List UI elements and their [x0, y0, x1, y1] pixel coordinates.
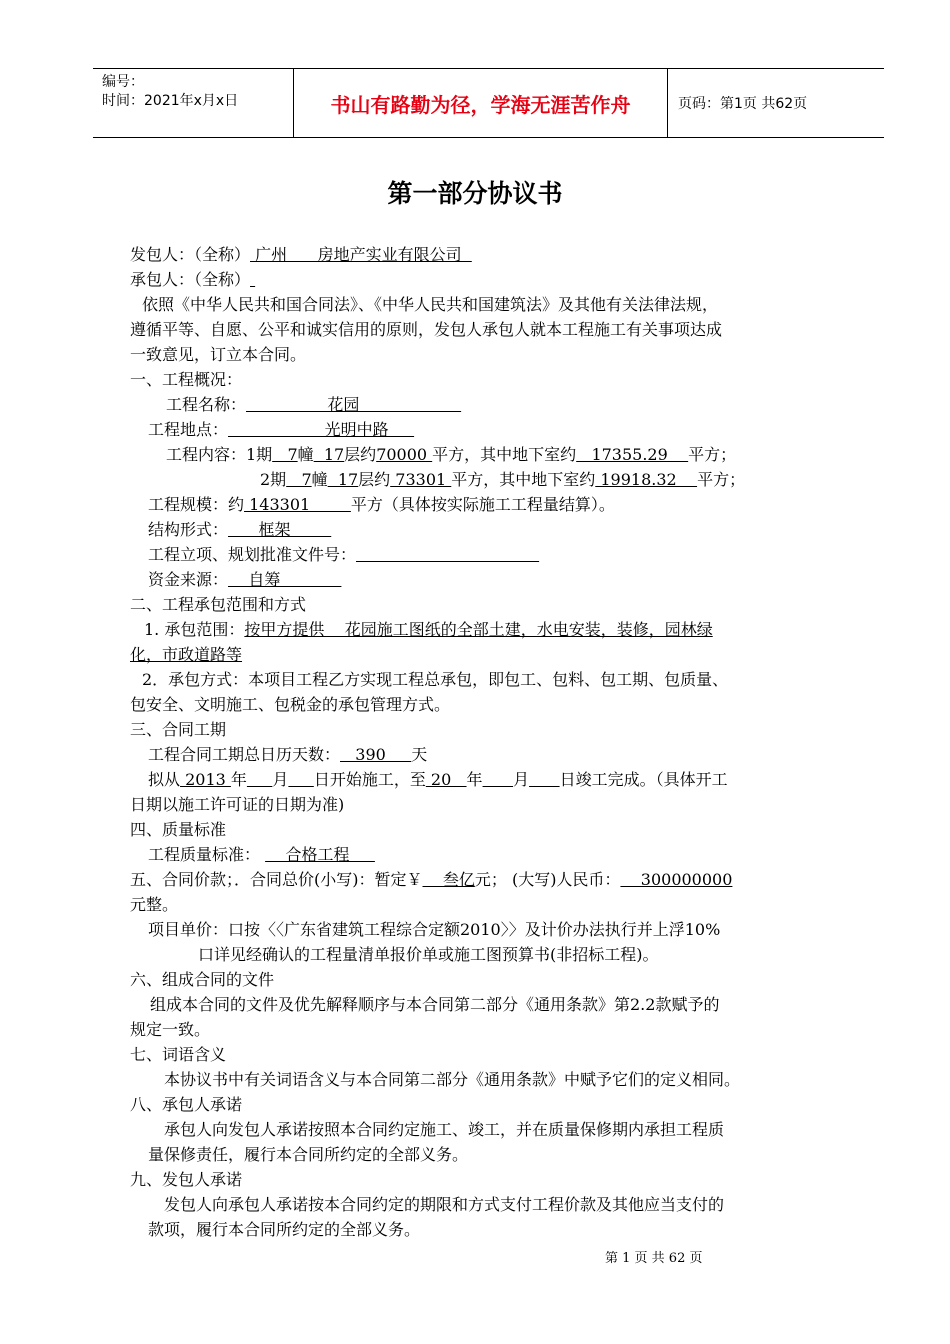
text-line: [130, 617, 850, 642]
text-segment: 一致意见，订立本合同。: [130, 345, 307, 364]
text-segment: 工程名称：: [166, 395, 247, 414]
text-line: [130, 892, 850, 917]
text-line: [130, 342, 850, 367]
text-line: [130, 417, 850, 442]
text-segment: 工程规模：约: [148, 495, 245, 514]
text-line: [130, 467, 850, 492]
text-segment: 月: [272, 770, 289, 789]
text-segment: 2．承包方式：本项目工程乙方实现工程总承包，即包工、包料、包工期、包质量、: [142, 670, 729, 689]
text-segment: 遵循平等、自愿、公平和诚实信用的原则，发包人承包人就本工程施工有关事项达成: [130, 320, 723, 339]
text-segment: 承包人向发包人承诺按照本合同约定施工、竣工，并在质量保修期内承担工程质: [164, 1120, 725, 1139]
text-segment: 项目单价：口按〈〈广东省建筑工程综合定额2010〉〉及计价办法执行并上浮10%: [148, 920, 721, 939]
text-line: [130, 1042, 850, 1067]
text-segment: 幢: [311, 470, 328, 489]
page-header-table: [93, 68, 884, 138]
text-segment: 拟从: [148, 770, 181, 789]
text-line: [130, 817, 850, 842]
text-segment: 工程质量标准：: [148, 845, 266, 864]
page-footer: 第 1 页 共 62 页: [605, 1251, 703, 1266]
text-segment: 承包人：（全称）: [130, 270, 251, 289]
text-line: [130, 842, 850, 867]
filled-field: [356, 545, 539, 564]
text-segment: 平方，其中地下室约: [451, 470, 596, 489]
filled-field: [483, 770, 514, 789]
text-segment: 2期: [260, 470, 287, 489]
text-line: [130, 1192, 850, 1217]
filled-field: 70000: [376, 445, 433, 464]
text-segment: 日开始施工，至: [313, 770, 426, 789]
text-line: [130, 542, 850, 567]
text-segment: 元； (大写)人民币：: [474, 870, 621, 889]
text-line: [130, 367, 850, 392]
filled-field: 19918.32: [595, 470, 698, 489]
filled-field: 广州 房地产实业有限公司: [250, 245, 472, 264]
text-segment: 工程地点：: [148, 420, 229, 439]
text-segment: 八、承包人承诺: [130, 1095, 243, 1114]
text-segment: 结构形式：: [148, 520, 229, 539]
filled-field: 光明中路: [228, 420, 415, 439]
text-line: [130, 442, 850, 467]
header-motto: 书山有路勤为径，学海无涯苦作舟: [294, 69, 668, 137]
filled-field: 390: [340, 745, 412, 764]
text-segment: 四、质量标准: [130, 820, 227, 839]
text-segment: 本协议书中有关词语含义与本合同第二部分《通用条款》中赋予它们的定义相同。: [164, 1070, 741, 1089]
text-segment: 规定一致。: [130, 1020, 211, 1039]
text-line: [130, 317, 850, 342]
text-segment: 三、合同工期: [130, 720, 227, 739]
text-line: [130, 792, 850, 817]
text-line: [130, 667, 850, 692]
filled-field: 73301: [390, 470, 452, 489]
text-segment: 元整。: [130, 895, 179, 914]
text-line: [130, 1117, 850, 1142]
text-line: [130, 567, 850, 592]
text-segment: 天: [411, 745, 428, 764]
filled-field: 7: [286, 470, 312, 489]
text-segment: 发包人向承包人承诺按本合同约定的期限和方式支付工程价款及其他应当支付的: [164, 1195, 725, 1214]
filled-field: [250, 270, 255, 289]
text-segment: 幢: [297, 445, 314, 464]
filled-field: 化，市政道路等: [130, 645, 243, 664]
text-line: [130, 492, 850, 517]
text-line: [130, 642, 850, 667]
document-number-label: 编号：: [102, 74, 144, 90]
filled-field: 17355.29: [576, 445, 689, 464]
filled-field: [288, 770, 313, 789]
text-segment: 日竣工完成。（具体开工: [559, 770, 728, 789]
text-segment: 月: [513, 770, 530, 789]
text-segment: 款项，履行本合同所约定的全部义务。: [148, 1220, 421, 1239]
text-line: [130, 942, 850, 967]
text-line: [130, 767, 850, 792]
filled-field: 按甲方提供 花园施工图纸的全部土建，水电安装，装修，园林绿: [244, 620, 713, 639]
header-page-info: 页码：第1页 共62页: [678, 96, 808, 112]
header-meta-cell: [93, 69, 294, 137]
text-line: [130, 1017, 850, 1042]
filled-field: 2013: [180, 770, 231, 789]
text-line: [130, 692, 850, 717]
text-segment: 平方（具体按实际施工工程量结算）。: [350, 495, 615, 514]
text-segment: 五、合同价款；．合同总价(小写)：暂定￥: [130, 870, 423, 889]
text-segment: 口详见经确认的工程量清单报价单或施工图预算书(非招标工程)。: [198, 945, 659, 964]
text-segment: 工程立项、规划批准文件号：: [148, 545, 357, 564]
text-line: [130, 1092, 850, 1117]
text-segment: 层约: [358, 470, 391, 489]
text-segment: 七、词语含义: [130, 1045, 227, 1064]
filled-field: 300000000: [620, 870, 733, 889]
text-segment: 九、发包人承诺: [130, 1170, 243, 1189]
text-segment: 发包人：（全称）: [130, 245, 251, 264]
text-line: [130, 392, 850, 417]
filled-field: 合格工程: [265, 845, 375, 864]
text-segment: 组成本合同的文件及优先解释顺序与本合同第二部分《通用条款》第2.2款赋予的: [150, 995, 720, 1014]
text-segment: 二、工程承包范围和方式: [130, 595, 307, 614]
text-line: [130, 1217, 850, 1242]
filled-field: 7: [272, 445, 298, 464]
text-line: [130, 292, 850, 317]
text-line: [130, 917, 850, 942]
text-segment: 工程内容：1期: [166, 445, 273, 464]
text-line: [130, 267, 850, 292]
filled-field: 17: [313, 445, 345, 464]
text-segment: 层约: [344, 445, 377, 464]
filled-field: 143301: [244, 495, 351, 514]
text-segment: 平方，其中地下室约: [432, 445, 577, 464]
document-title: 第一部分协议书: [387, 179, 563, 208]
text-segment: 六、组成合同的文件: [130, 970, 275, 989]
text-segment: 包安全、文明施工、包税金的承包管理方式。: [130, 695, 451, 714]
filled-field: [247, 770, 272, 789]
text-line: [130, 992, 850, 1017]
agreement-body: [130, 242, 850, 1242]
text-line: [130, 742, 850, 767]
text-line: [130, 1167, 850, 1192]
filled-field: 框架: [228, 520, 332, 539]
filled-field: 20: [425, 770, 467, 789]
text-segment: 资金来源：: [148, 570, 229, 589]
document-time-label: 时间：2021年x月x日: [102, 93, 239, 109]
filled-field: 花园: [246, 395, 462, 414]
text-segment: 平方；: [697, 470, 746, 489]
text-segment: 一、工程概况：: [130, 370, 243, 389]
text-line: [130, 592, 850, 617]
filled-field: 17: [327, 470, 359, 489]
text-line: [130, 242, 850, 267]
text-segment: 量保修责任，履行本合同所约定的全部义务。: [148, 1145, 469, 1164]
text-line: [130, 1142, 850, 1167]
text-segment: 平方；: [688, 445, 737, 464]
filled-field: 自筹: [228, 570, 342, 589]
text-segment: 日期以施工许可证的日期为准): [130, 795, 345, 814]
text-line: [130, 967, 850, 992]
text-line: [130, 517, 850, 542]
filled-field: 叁亿: [422, 870, 475, 889]
text-segment: 年: [466, 770, 483, 789]
text-line: [130, 1067, 850, 1092]
text-line: [130, 867, 850, 892]
filled-field: [529, 770, 560, 789]
text-segment: 依照《中华人民共和国合同法》、《中华人民共和国建筑法》及其他有关法律法规，: [142, 295, 719, 314]
text-segment: 1. 承包范围：: [144, 620, 245, 639]
text-line: [130, 717, 850, 742]
text-segment: 年: [230, 770, 247, 789]
text-segment: 工程合同工期总日历天数：: [148, 745, 341, 764]
